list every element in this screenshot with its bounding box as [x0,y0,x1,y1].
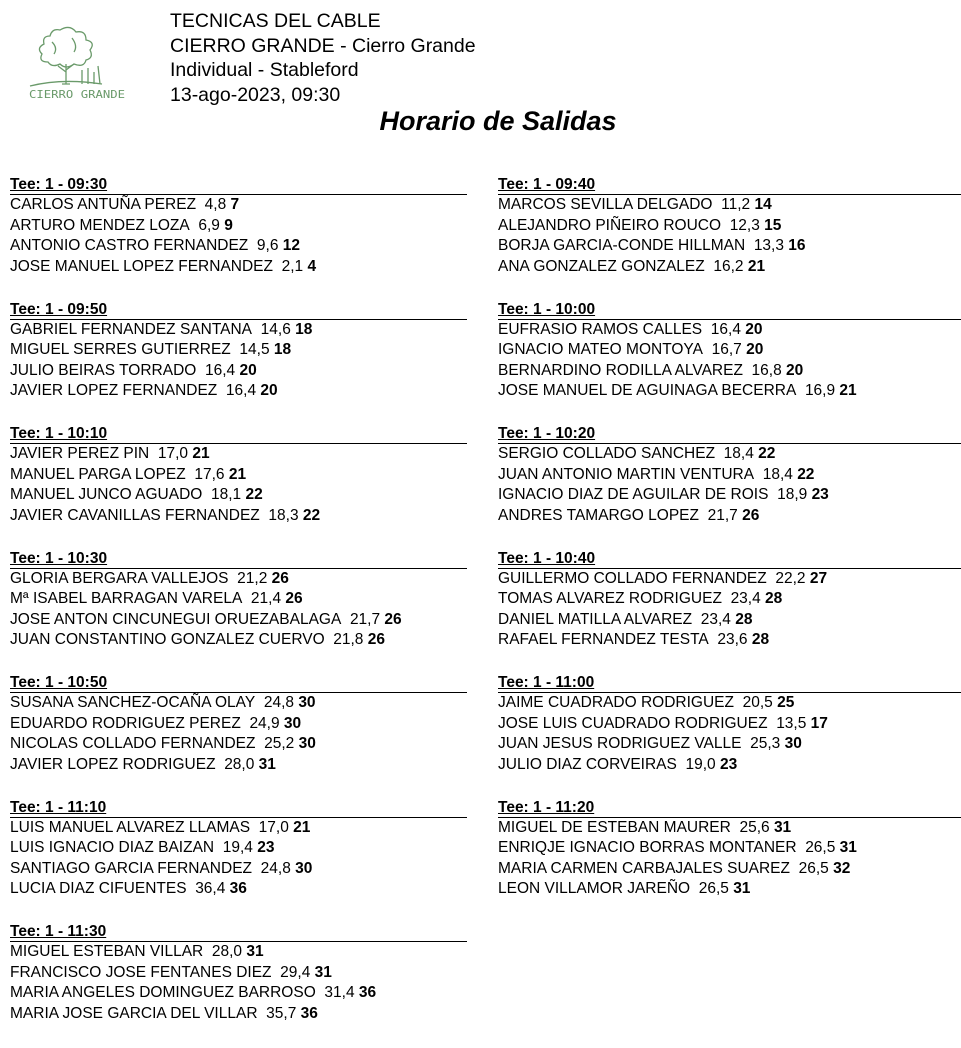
tee-group [10,799,467,924]
player-row [10,569,467,590]
player-name: JAVIER LOPEZ FERNANDEZ [10,382,218,400]
player-name: IGNACIO DIAZ DE AGUILAR DE ROIS [498,486,769,504]
player-handicap: 17,0 [157,445,189,462]
player-handicap: 28,0 [224,755,255,773]
player-handicap: 36,4 [195,880,226,898]
player-handicap: 18,4 [762,465,793,483]
player-name: IGNACIO MATEO MONTOYA [498,341,703,359]
player-row [10,963,467,984]
playing-handicap: 36 [358,984,377,1002]
player-name: MARIA JOSE GARCIA DEL VILLAR [10,1004,258,1022]
player-name: JAVIER CAVANILLAS FERNANDEZ [10,506,260,524]
player-handicap: 2,1 [281,257,304,275]
playing-handicap: 28 [751,631,770,649]
playing-handicap: 21 [293,818,311,836]
player-row [10,610,467,631]
playing-handicap: 21 [839,382,857,400]
player-handicap: 26,5 [798,859,829,877]
player-name: MIGUEL SERRES GUTIERREZ [10,341,231,359]
playing-handicap: 32 [833,859,851,877]
playing-handicap: 30 [298,735,316,753]
logo-text: CIERRO GRANDE [29,88,125,101]
player-handicap: 17,0 [258,818,289,836]
playing-handicap: 21 [192,445,210,462]
player-row [498,755,961,776]
player-handicap: 24,9 [249,714,280,732]
playing-handicap: 22 [797,465,815,483]
player-name: MANUEL JUNCO AGUADO [10,486,203,504]
tee-time-header: Tee: 1 - 09:30 [10,176,467,195]
player-handicap: 35,7 [266,1004,297,1022]
player-name: JUAN JESUS RODRIGUEZ VALLE [498,735,742,753]
playing-handicap: 21 [747,257,766,275]
playing-handicap: 26 [367,631,385,649]
player-row [10,942,467,963]
player-handicap: 13,5 [776,714,807,732]
player-handicap: 16,4 [204,361,236,379]
player-name: MANUEL PARGA LOPEZ [10,465,186,483]
player-name: MIGUEL ESTEBAN VILLAR [10,943,204,960]
player-name: SANTIAGO GARCIA FERNANDEZ [10,859,253,877]
player-handicap: 16,8 [751,361,782,379]
playing-handicap: 30 [298,694,316,711]
player-name: GABRIEL FERNANDEZ SANTANA [10,320,253,338]
player-row [10,755,467,776]
playing-handicap: 23 [719,755,738,773]
player-row [498,589,961,610]
playing-handicap: 27 [809,569,828,587]
player-handicap: 19,0 [685,755,716,773]
player-handicap: 11,2 [721,196,751,213]
player-handicap: 16,4 [710,320,741,338]
player-handicap: 26,5 [698,880,729,898]
player-name: ENRIQJE IGNACIO BORRAS MONTANER [498,839,797,857]
player-handicap: 23,4 [730,590,761,608]
tee-group [498,674,961,799]
tee-time-header: Tee: 1 - 10:50 [10,674,467,693]
player-row [10,340,467,361]
player-name: EDUARDO RODRIGUEZ PEREZ [10,714,241,732]
tee-time-header: Tee: 1 - 11:30 [10,923,467,942]
player-row [498,257,961,278]
player-row [10,879,467,900]
player-name: TOMAS ALVAREZ RODRIGUEZ [498,590,722,608]
playing-handicap: 7 [230,196,240,213]
player-name: JOSE LUIS CUADRADO RODRIGUEZ [498,714,768,732]
player-name: GLORIA BERGARA VALLEJOS [10,569,229,587]
tee-time-header: Tee: 1 - 11:20 [498,799,961,818]
player-name: MARIA ANGELES DOMINGUEZ BARROSO [10,984,316,1002]
player-name: BERNARDINO RODILLA ALVAREZ [498,361,743,379]
player-handicap: 24,8 [263,694,294,711]
tee-group [498,301,961,426]
tee-group [498,799,961,924]
tee-group [498,425,961,550]
player-row [498,465,961,486]
player-row [498,610,961,631]
playing-handicap: 22 [758,445,776,462]
player-row [10,257,467,278]
player-row [10,381,467,402]
player-row [10,506,467,527]
event-header [170,9,476,107]
player-row [10,589,467,610]
playing-handicap: 31 [773,818,792,836]
player-row [10,216,467,237]
tee-group [10,674,467,799]
player-handicap: 23,4 [700,610,731,628]
player-row [10,714,467,735]
player-name: JUAN ANTONIO MARTIN VENTURA [498,465,755,483]
player-row [10,320,467,341]
player-name: JOSE ANTON CINCUNEGUI ORUEZABALAGA [10,610,342,628]
player-handicap: 17,6 [194,465,225,483]
player-name: CARLOS ANTUÑA PEREZ [10,196,197,213]
playing-handicap: 23 [257,839,275,857]
player-handicap: 31,4 [324,984,355,1002]
player-handicap: 22,2 [775,569,806,587]
playing-handicap: 20 [786,361,804,379]
player-row [498,444,961,465]
player-handicap: 25,2 [264,735,295,753]
player-name: ALEJANDRO PIÑEIRO ROUCO [498,216,722,234]
playing-handicap: 30 [295,859,313,877]
player-name: SUSANA SANCHEZ-OCAÑA OLAY [10,694,256,711]
playing-handicap: 16 [788,237,806,255]
player-name: ANDRES TAMARGO LOPEZ [498,506,699,524]
player-handicap: 6,9 [198,216,220,234]
tee-group [10,550,467,675]
player-row [10,859,467,880]
player-row [498,506,961,527]
player-name: JOSE MANUEL DE AGUINAGA BECERRA [498,382,797,400]
competition-format: Individual - Stableford [170,59,359,81]
player-name: BORJA GARCIA-CONDE HILLMAN [498,237,746,255]
player-row [498,838,961,859]
club-logo [22,22,132,102]
tee-group [498,176,961,301]
player-handicap: 28,0 [211,943,243,960]
player-name: LUIS IGNACIO DIAZ BAIZAN [10,839,215,857]
player-name: MARIA CARMEN CARBAJALES SUAREZ [498,859,790,877]
player-row [498,361,961,382]
playing-handicap: 12 [282,237,301,255]
player-name: ARTURO MENDEZ LOZA [10,216,190,234]
player-row [10,983,467,1004]
playing-handicap: 15 [764,216,782,234]
player-row [10,236,467,257]
playing-handicap: 31 [733,880,751,898]
player-name: SERGIO COLLADO SANCHEZ [498,445,716,462]
player-row [498,879,961,900]
player-handicap: 18,9 [777,486,808,504]
player-row [498,195,961,216]
player-handicap: 20,5 [742,694,773,711]
player-handicap: 16,2 [713,257,744,275]
playing-handicap: 26 [271,569,289,587]
playing-handicap: 30 [784,735,802,753]
player-row [10,444,467,465]
player-handicap: 4,8 [204,196,227,213]
tee-group [10,176,467,301]
player-row [10,361,467,382]
player-row [498,485,961,506]
playing-handicap: 18 [295,320,313,338]
player-row [10,485,467,506]
playing-handicap: 22 [302,506,321,524]
playing-handicap: 20 [746,341,764,359]
player-handicap: 14,6 [260,320,291,338]
playing-handicap: 17 [810,714,828,732]
playing-handicap: 36 [229,880,247,898]
player-row [10,693,467,714]
player-handicap: 14,5 [239,341,270,359]
player-handicap: 16,4 [225,382,257,400]
tee-time-header: Tee: 1 - 10:10 [10,425,467,444]
playing-handicap: 25 [777,694,795,711]
event-date: 13-ago-2023, 09:30 [170,83,341,106]
playing-handicap: 36 [300,1004,318,1022]
tee-group [10,301,467,426]
player-handicap: 18,3 [268,506,299,524]
playing-handicap: 20 [239,361,257,379]
player-handicap: 25,6 [739,818,770,836]
player-handicap: 24,8 [260,859,291,877]
player-name: JULIO DIAZ CORVEIRAS [498,755,677,773]
tee-time-header: Tee: 1 - 09:50 [10,301,467,320]
tee-time-header: Tee: 1 - 10:40 [498,550,961,569]
player-name: MIGUEL DE ESTEBAN MAURER [498,818,731,836]
player-name: JAIME CUADRADO RODRIGUEZ [498,694,734,711]
player-handicap: 21,8 [333,631,364,649]
player-name: DANIEL MATILLA ALVAREZ [498,610,693,628]
playing-handicap: 31 [258,755,276,773]
player-name: JAVIER PEREZ PIN [10,445,150,462]
player-name: JAVIER LOPEZ RODRIGUEZ [10,755,216,773]
player-row [498,236,961,257]
playing-handicap: 26 [285,590,303,608]
player-name: FRANCISCO JOSE FENTANES DIEZ [10,963,272,981]
player-row [10,465,467,486]
playing-handicap: 9 [224,216,233,234]
tee-time-header: Tee: 1 - 11:10 [10,799,467,818]
player-row [498,818,961,839]
player-row [10,195,467,216]
playing-handicap: 20 [260,382,278,400]
player-row [498,340,961,361]
player-name: EUFRASIO RAMOS CALLES [498,320,703,338]
playing-handicap: 26 [384,610,402,628]
playing-handicap: 28 [735,610,753,628]
playing-handicap: 30 [283,714,302,732]
player-handicap: 23,6 [717,631,748,649]
playing-handicap: 20 [745,320,763,338]
organizer-name: TECNICAS DEL CABLE [170,10,381,32]
player-handicap: 12,3 [729,216,760,234]
playing-handicap: 23 [811,486,829,504]
player-handicap: 19,4 [222,839,253,857]
player-row [10,838,467,859]
player-row [498,714,961,735]
player-row [498,381,961,402]
player-row [10,1004,467,1025]
playing-handicap: 14 [754,196,772,213]
playing-handicap: 31 [314,963,332,981]
player-row [498,734,961,755]
player-name: JULIO BEIRAS TORRADO [10,361,197,379]
player-name: MARCOS SEVILLA DELGADO [498,196,713,213]
player-row [498,630,961,651]
player-name: JUAN CONSTANTINO GONZALEZ CUERVO [10,631,325,649]
player-name: ANTONIO CASTRO FERNANDEZ [10,237,249,255]
player-row [498,859,961,880]
course-name: CIERRO GRANDE - Cierro Grande [170,34,476,57]
tee-time-header: Tee: 1 - 09:40 [498,176,961,195]
player-handicap: 21,4 [250,590,282,608]
playing-handicap: 31 [246,943,264,960]
player-row [498,693,961,714]
player-handicap: 16,7 [711,341,742,359]
tee-group [10,425,467,550]
player-handicap: 29,4 [280,963,311,981]
player-row [10,630,467,651]
player-row [10,734,467,755]
player-name: RAFAEL FERNANDEZ TESTA [498,631,709,649]
playing-handicap: 26 [742,506,760,524]
player-name: ANA GONZALEZ GONZALEZ [498,257,705,275]
player-handicap: 18,4 [723,445,754,462]
player-handicap: 16,9 [804,382,836,400]
player-name: LUCIA DIAZ CIFUENTES [10,880,187,898]
tee-group [10,923,467,1048]
player-handicap: 21,2 [237,569,268,587]
playing-handicap: 22 [245,486,263,504]
page-title: Horario de Salidas [379,106,617,136]
tee-time-header: Tee: 1 - 10:30 [10,550,467,569]
tee-group [498,550,961,675]
left-column [10,176,467,1048]
right-column [498,176,961,923]
tee-time-header: Tee: 1 - 11:00 [498,674,961,693]
tee-time-header: Tee: 1 - 10:00 [498,301,961,320]
player-name: JOSE MANUEL LOPEZ FERNANDEZ [10,257,273,275]
playing-handicap: 18 [273,341,292,359]
player-row [498,320,961,341]
player-row [10,818,467,839]
player-row [498,216,961,237]
player-row [498,569,961,590]
player-handicap: 21,7 [349,610,381,628]
playing-handicap: 21 [228,465,247,483]
player-name: GUILLERMO COLLADO FERNANDEZ [498,569,767,587]
player-name: NICOLAS COLLADO FERNANDEZ [10,735,256,753]
player-name: LUIS MANUEL ALVAREZ LLAMAS [10,818,251,836]
tee-time-header: Tee: 1 - 10:20 [498,425,961,444]
player-handicap: 13,3 [753,237,784,255]
player-handicap: 25,3 [750,735,781,753]
playing-handicap: 4 [307,257,317,275]
player-handicap: 9,6 [256,237,279,255]
player-handicap: 26,5 [805,839,836,857]
playing-handicap: 31 [839,839,857,857]
player-handicap: 21,7 [707,506,738,524]
player-name: LEON VILLAMOR JAREÑO [498,880,691,898]
playing-handicap: 28 [765,590,783,608]
player-name: Mª ISABEL BARRAGAN VARELA [10,590,243,608]
player-handicap: 18,1 [210,486,242,504]
